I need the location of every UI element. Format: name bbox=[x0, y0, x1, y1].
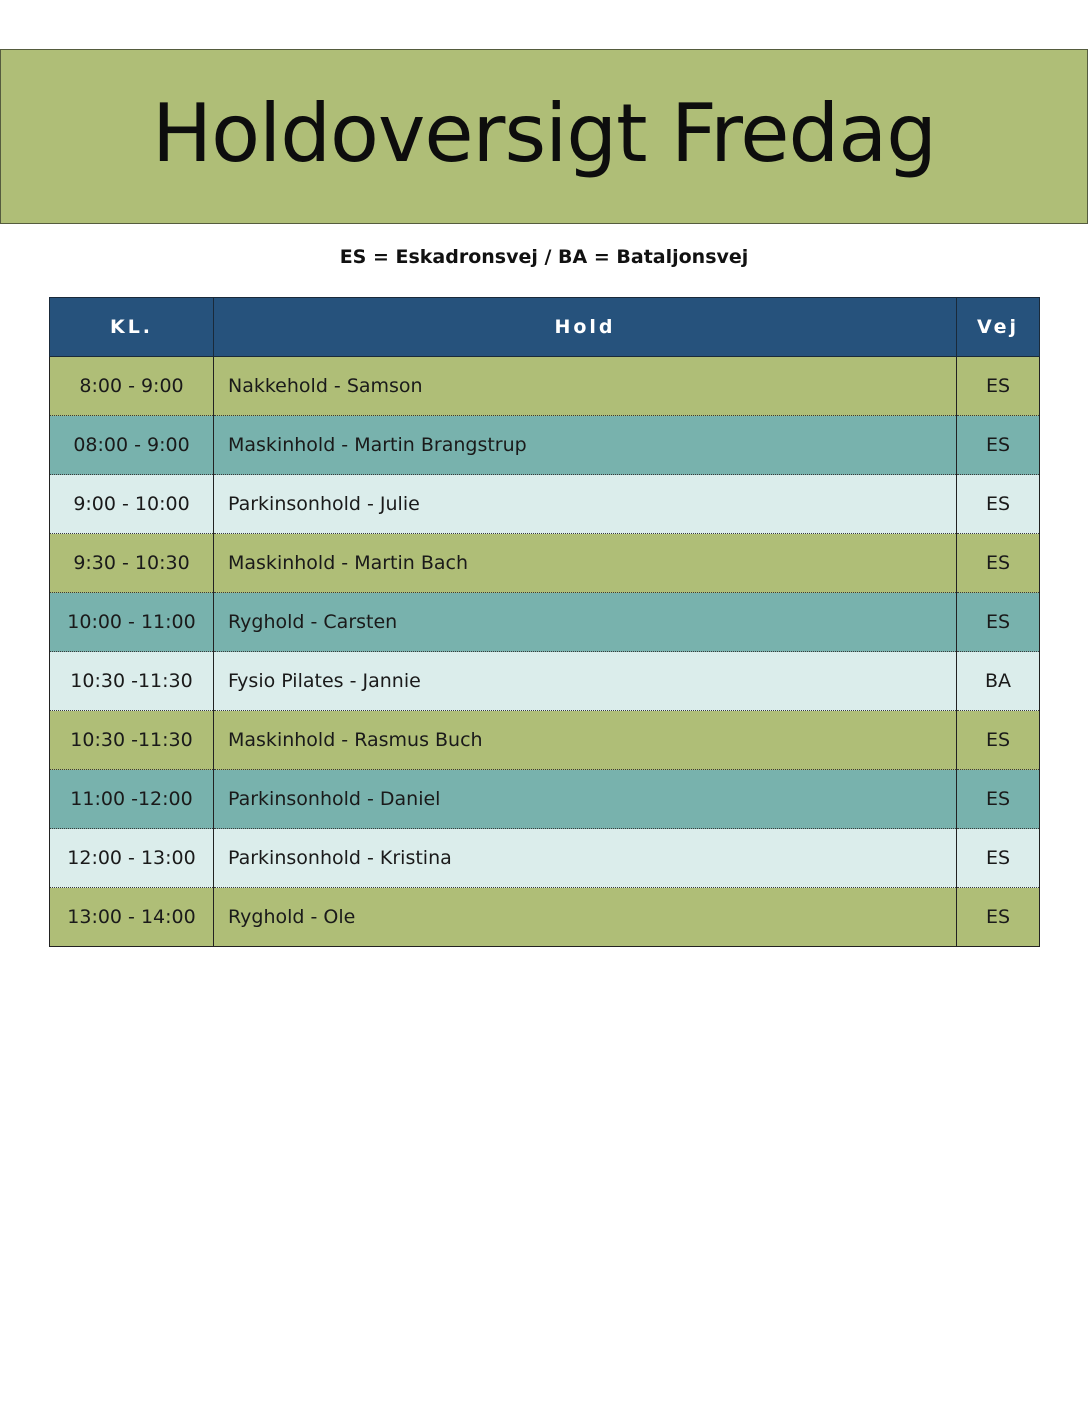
time-cell: 13:00 - 14:00 bbox=[50, 888, 214, 947]
table-row bbox=[50, 357, 1040, 416]
table-row bbox=[50, 829, 1040, 888]
table-row bbox=[50, 534, 1040, 593]
title-banner bbox=[0, 49, 1088, 224]
vej-cell: ES bbox=[957, 475, 1040, 534]
vej-cell: ES bbox=[957, 357, 1040, 416]
time-cell: 9:30 - 10:30 bbox=[50, 534, 214, 593]
table-row bbox=[50, 652, 1040, 711]
hold-cell: Maskinhold - Martin Bach bbox=[214, 534, 957, 593]
table-row bbox=[50, 593, 1040, 652]
time-cell: 10:30 -11:30 bbox=[50, 652, 214, 711]
time-cell: 10:30 -11:30 bbox=[50, 711, 214, 770]
hold-cell: Maskinhold - Rasmus Buch bbox=[214, 711, 957, 770]
vej-cell: ES bbox=[957, 416, 1040, 475]
vej-cell: ES bbox=[957, 770, 1040, 829]
header-vej: Vej bbox=[957, 298, 1040, 357]
time-cell: 8:00 - 9:00 bbox=[50, 357, 214, 416]
table-row bbox=[50, 711, 1040, 770]
time-cell: 12:00 - 13:00 bbox=[50, 829, 214, 888]
table-header-row bbox=[50, 298, 1040, 357]
time-cell: 11:00 -12:00 bbox=[50, 770, 214, 829]
legend-text: ES = Eskadronsvej / BA = Bataljonsvej bbox=[339, 246, 749, 268]
header-hold: Hold bbox=[214, 298, 957, 357]
hold-cell: Maskinhold - Martin Brangstrup bbox=[214, 416, 957, 475]
vej-cell: ES bbox=[957, 534, 1040, 593]
vej-cell: ES bbox=[957, 593, 1040, 652]
hold-cell: Parkinsonhold - Julie bbox=[214, 475, 957, 534]
page-title: Holdoversigt Fredag bbox=[151, 86, 937, 180]
hold-cell: Ryghold - Ole bbox=[214, 888, 957, 947]
header-time: KL. bbox=[50, 298, 214, 357]
vej-cell: ES bbox=[957, 829, 1040, 888]
time-cell: 08:00 - 9:00 bbox=[50, 416, 214, 475]
hold-cell: Nakkehold - Samson bbox=[214, 357, 957, 416]
table-row bbox=[50, 888, 1040, 947]
table-row bbox=[50, 475, 1040, 534]
time-cell: 10:00 - 11:00 bbox=[50, 593, 214, 652]
hold-cell: Ryghold - Carsten bbox=[214, 593, 957, 652]
hold-cell: Parkinsonhold - Kristina bbox=[214, 829, 957, 888]
table-row bbox=[50, 770, 1040, 829]
vej-cell: ES bbox=[957, 888, 1040, 947]
hold-cell: Fysio Pilates - Jannie bbox=[214, 652, 957, 711]
time-cell: 9:00 - 10:00 bbox=[50, 475, 214, 534]
vej-cell: BA bbox=[957, 652, 1040, 711]
vej-cell: ES bbox=[957, 711, 1040, 770]
schedule-table bbox=[49, 297, 1040, 947]
table-row bbox=[50, 416, 1040, 475]
hold-cell: Parkinsonhold - Daniel bbox=[214, 770, 957, 829]
